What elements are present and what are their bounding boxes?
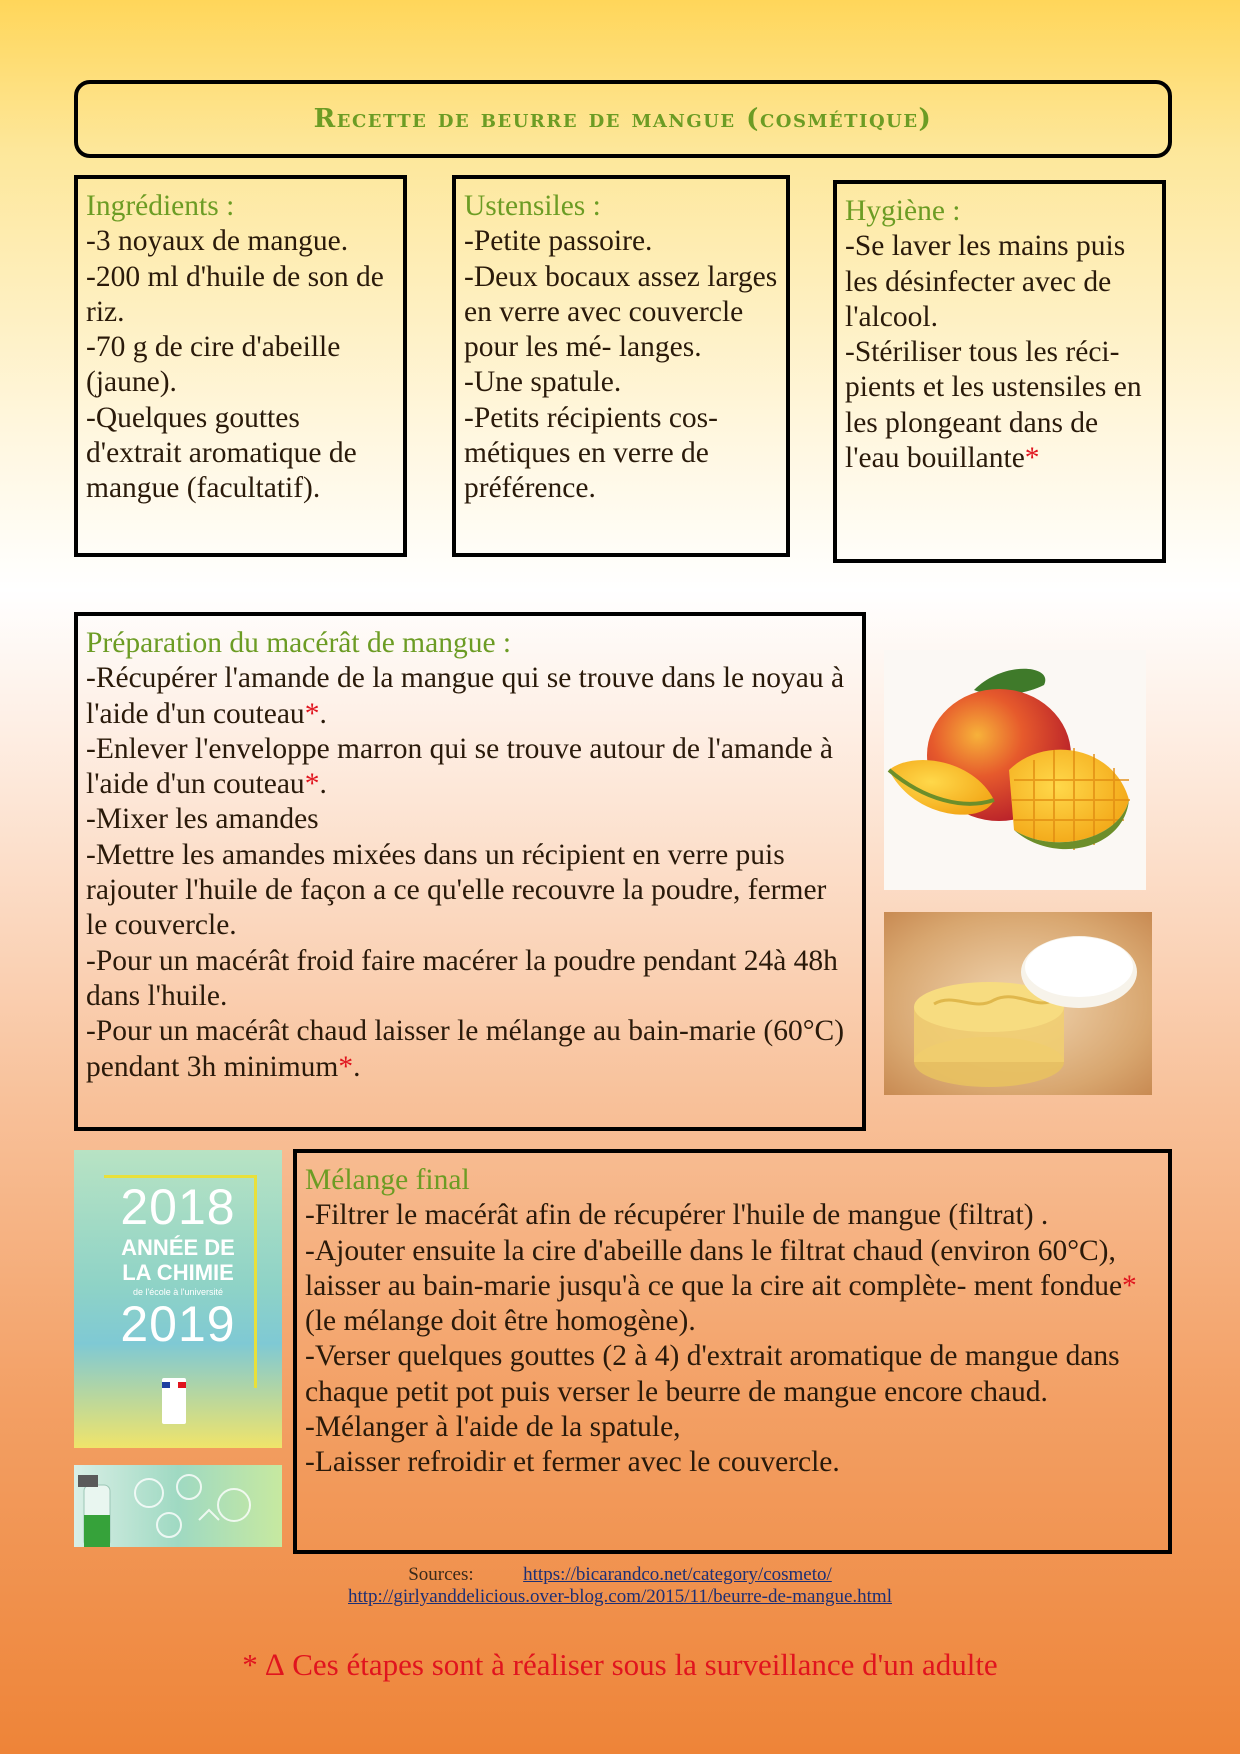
jar-illustration: [884, 912, 1152, 1095]
hygiene-box: [833, 180, 1166, 563]
supervision-warning: * ∆ Ces étapes sont à réaliser sous la surveillance d'un adulte: [242, 1647, 998, 1682]
ingredient-item: -3 noyaux de mangue.: [86, 225, 349, 258]
ministry-logo: [162, 1378, 186, 1424]
poster-year-bottom: 2019: [120, 1296, 236, 1352]
ingredient-item: -200 ml d'huile de son de riz.: [86, 260, 384, 328]
step-text: -Mettre les amandes mixées dans un récipient en verre puis rajouter l'huile de façon a ce qu'elle recouvre la poudre, fermer le couvercle.: [86, 838, 827, 942]
source-link-2[interactable]: http://girlyanddelicious.over-blog.com/2015/11/beurre-de-mangue.html: [348, 1586, 892, 1607]
step-text: -Laisser refroidir et fermer avec le couvercle.: [305, 1446, 840, 1479]
step-text: -Verser quelques gouttes (2 à 4) d'extrait aromatique de mangue dans chaque petit pot puis verser le beurre de mangue encore chaud.: [305, 1340, 1120, 1408]
lab-bottle-image: [74, 1465, 282, 1547]
utensil-item: -Petite passoire.: [464, 225, 653, 258]
utensils-box: [452, 175, 790, 557]
ingredients-heading: Ingrédients :: [86, 190, 235, 222]
step-text: -Mixer les amandes: [86, 803, 319, 836]
preparation-box: [74, 612, 866, 1131]
step-punct: .: [353, 1050, 361, 1083]
final-mix-box: [293, 1149, 1172, 1554]
supervision-asterisk: *: [304, 697, 320, 730]
final-step: [305, 1339, 1160, 1410]
final-mix-heading: Mélange final: [305, 1164, 470, 1196]
ingredient-item: -70 g de cire d'abeille (jaune).: [86, 331, 341, 399]
hygiene-heading: Hygiène :: [845, 195, 961, 227]
step-text: -Pour un macérât chaud laisser le mélange au bain-marie (60°C) pendant 3h minimum: [86, 1015, 845, 1083]
preparation-step: [86, 838, 854, 944]
step-punct: .: [319, 697, 327, 730]
final-step: [305, 1410, 1160, 1445]
butter-jar-photo: [884, 912, 1152, 1095]
supervision-asterisk: *: [338, 1050, 354, 1083]
sources-block: [0, 1564, 1240, 1608]
preparation-step: [86, 732, 854, 803]
preparation-step: [86, 944, 854, 1015]
supervision-asterisk: *: [1122, 1269, 1137, 1302]
chemistry-year-poster: [74, 1150, 282, 1448]
page-title: Recette de beurre de mangue (cosmétique): [313, 104, 933, 134]
title-banner: [74, 80, 1172, 158]
step-text: -Mélanger à l'aide de la spatule,: [305, 1411, 681, 1444]
sources-label: Sources:: [408, 1564, 474, 1585]
utensils-heading: Ustensiles :: [464, 190, 601, 222]
step-text: -Récupérer l'amande de la mangue qui se trouve dans le noyau à l'aide d'un couteau: [86, 662, 845, 730]
utensil-item: -Une spatule.: [464, 366, 622, 399]
poster-subtitle: de l'école à l'université: [133, 1287, 223, 1297]
preparation-heading: Préparation du macérât de mangue :: [86, 627, 512, 659]
step-text: -Enlever l'enveloppe marron qui se trouve autour de l'amande à l'aide d'un couteau: [86, 732, 834, 801]
step-punct: (le mélange doit être homogène).: [305, 1305, 696, 1338]
step-text: -Ajouter ensuite la cire d'abeille dans le filtrat chaud (environ 60°C), laisser au bain-marie jusqu'à ce que la cire ait complète- ment fondue: [305, 1234, 1123, 1302]
ingredient-item: -Quelques gouttes d'extrait aromatique de mangue (facultatif).: [86, 401, 357, 505]
final-step: [305, 1445, 1160, 1480]
poster-year-top: 2018: [120, 1179, 236, 1235]
preparation-step: [86, 802, 854, 837]
utensil-item: -Petits récipients cos- métiques en verre de préférence.: [464, 401, 718, 505]
step-text: -Pour un macérât froid faire macérer la poudre pendant 24à 48h dans l'huile.: [86, 944, 838, 1012]
source-link-1[interactable]: https://bicarandco.net/category/cosmeto/: [523, 1564, 832, 1585]
supervision-asterisk: *: [304, 768, 320, 801]
final-step: [305, 1234, 1160, 1340]
preparation-step: [86, 1014, 854, 1085]
step-text: -Filtrer le macérât afin de récupérer l'huile de mangue (filtrat) .: [305, 1199, 1049, 1232]
hygiene-item: -Se laver les mains puis les désinfecter avec de l'alcool.: [845, 230, 1126, 333]
final-step: [305, 1198, 1160, 1233]
ingredients-box: [74, 175, 407, 557]
lab-illustration: [74, 1465, 282, 1547]
hygiene-item: [845, 335, 1154, 476]
supervision-asterisk: *: [1024, 442, 1040, 475]
utensil-item: -Deux bocaux assez larges en verre avec couvercle pour les mé- langes.: [464, 260, 778, 364]
poster-line2: LA CHIMIE: [122, 1260, 234, 1285]
poster-line1: ANNÉE DE: [121, 1235, 235, 1260]
hygiene-item-text: -Stériliser tous les réci- pients et les ustensiles en les plongeant dans de l'eau bouillante: [845, 336, 1142, 475]
step-punct: .: [319, 768, 327, 801]
preparation-step: [86, 661, 854, 732]
mango-illustration: [884, 650, 1146, 890]
mango-photo: [884, 650, 1146, 890]
